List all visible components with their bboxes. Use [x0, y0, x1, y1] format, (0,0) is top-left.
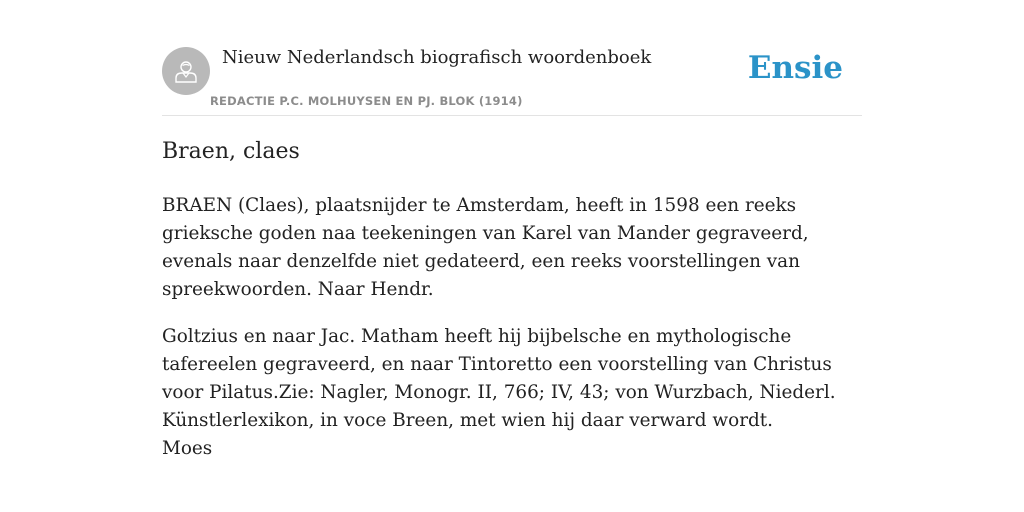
entry-author: Moes [162, 438, 213, 459]
entry-title: Braen, claes [162, 139, 300, 164]
avatar [162, 47, 210, 95]
page-header [162, 40, 862, 116]
entry-paragraph: Goltzius en naar Jac. Matham heeft hij bijbelsche en mythologische tafereelen gegraveerd, en naar Tintoretto een voorstelling van Christus voor Pilatus.Zie: Nagler, Monogr. II, 766; IV, 43; von Wurzbach, Niederl. Künstlerlexikon, in voce Breen, met wien hij daar verward wordt. [162, 326, 836, 431]
entry-paragraph: BRAEN (Claes), plaatsnijder te Amsterdam, heeft in 1598 een reeks grieksche goden naa teekeningen van Karel van Mander gegraveerd, evenals naar denzelfde niet gedateerd, een reeks voorstellingen van spreekwoorden. Naar Hendr. [162, 195, 809, 300]
ensie-logo[interactable]: Ensie [747, 50, 843, 86]
book-title[interactable]: Nieuw Nederlandsch biografisch woordenboek [222, 47, 652, 68]
editors-credit: REDACTIE P.C. MOLHUYSEN EN PJ. BLOK (1914) [210, 94, 523, 108]
user-silhouette-icon [173, 58, 199, 84]
entry-body [162, 192, 862, 454]
